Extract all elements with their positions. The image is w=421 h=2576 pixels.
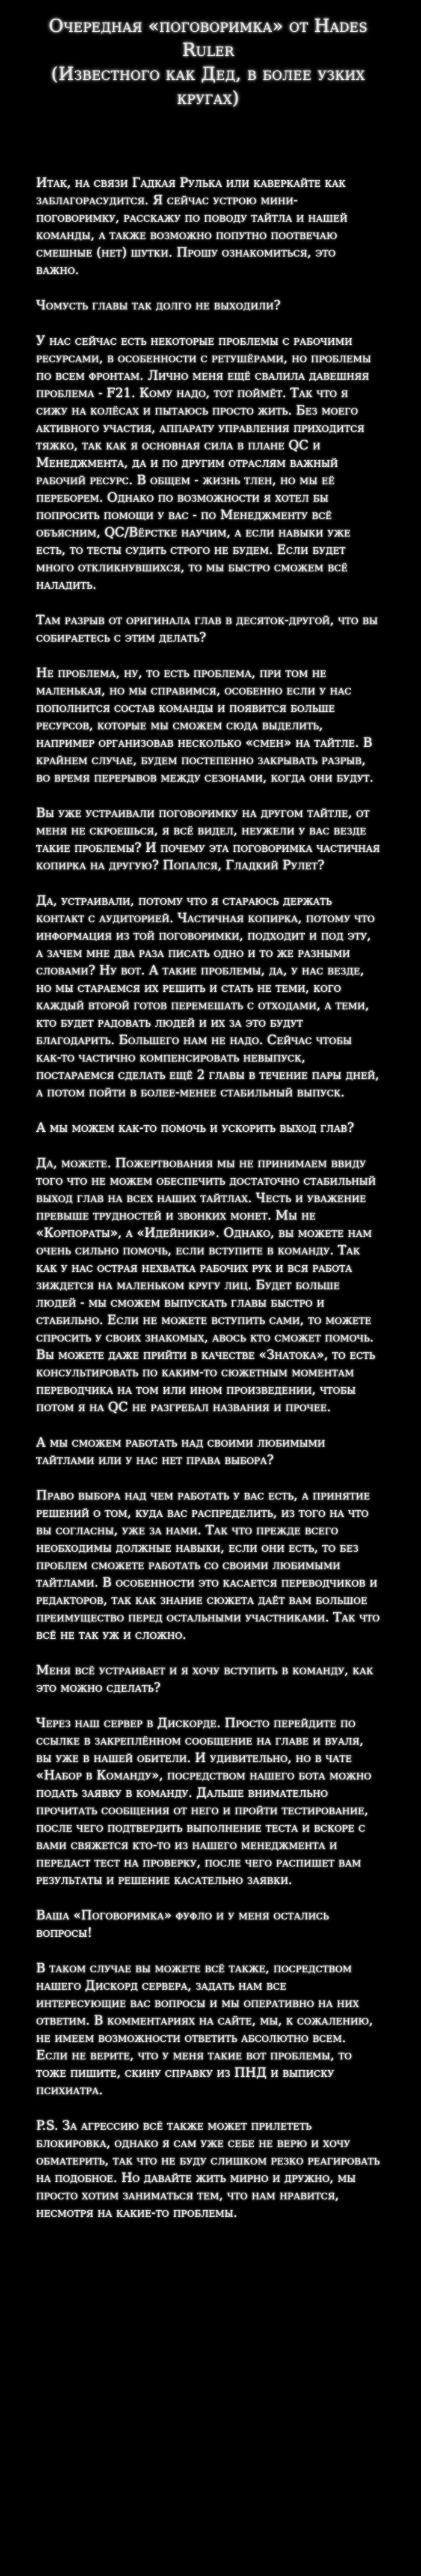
spacer [36, 1101, 380, 1119]
question-block [36, 804, 380, 874]
question-block [36, 1434, 380, 1469]
spacer [36, 314, 380, 332]
spacer [36, 874, 380, 892]
spacer [36, 2099, 380, 2117]
answer-block [36, 332, 380, 594]
question-block [36, 612, 380, 646]
spacer [36, 1416, 380, 1434]
spacer [36, 1137, 380, 1155]
question-text: Вы уже устраивали поговоримку на другом тайтле, от меня не скроешься, я всё видел, неужели у вас везде такие проблемы? И почему эта поговоримка частичная копирка на другую? Попался, Гладкий Рулет? [36, 806, 380, 872]
answer-text: В таком случае вы можете всё также, посредством нашего Дискорд сервера, задать нам все интересующие вас вопросы и мы оперативно на них ответим. В комментариях на сайте, мы, к сожалению, не имеем возможности ответить абсолютно всем. Если не верите, что у меня такие вот проблемы, то тоже пишите, скину справку из ПНД и выписку психиатра. [36, 1961, 373, 2097]
answer-text: Право выбора над чем работать у вас есть, а принятие решений о том, куда вас распределить, из того на что вы согласны, уже за нами. Так что прежде всего необходимы должные навыки, если они есть, то без проблем сможете работать со своими любимыми тайтлами. В особенности это касается переводчиков и редакторов, так как знание сюжета даёт вам большое преимущество перед остальными участниками. Так что всё не так уж и сложно. [36, 1488, 380, 1642]
question-block [36, 1907, 380, 1942]
answer-text: У нас сейчас есть некоторые проблемы с рабочими ресурсами, в особенности с ретушёрами, но проблемы по всем фронтам. Лично меня ещё свалила давешняя проблема - F21. Кому надо, тот поймёт. Так что я сижу на колёсах и пытаюсь просто жить. Без моего активного участия, аппарату управления приходится тяжко, так как я основная сила в плане QC и Менеджмента, да и по другим отраслям важный рабочий ресурс. В общем - жизнь тлен, но мы её переборем. Однако по возможности я хотел бы попросить помощи у вас - по Менеджменту всё объясним, QC/Вёрстке научим, а если навыки уже есть, то тесты судить строго не будем. Если будет много откликнувшихся, то мы быстро сможем всё наладить. [36, 333, 372, 592]
page-title: Очередная «поговоримка» от Hades Ruler (Известного как Дед, в более узких кругах) [48, 16, 368, 109]
answer-block [36, 892, 380, 1101]
answer-block [36, 1960, 380, 2099]
spacer [36, 279, 380, 297]
spacer [36, 786, 380, 804]
question-text: А мы можем как-то помочь и ускорить выход глав? [36, 1120, 354, 1135]
question-text: А мы сможем работать над своими любимыми тайтлами или у нас нет права выбора? [36, 1435, 325, 1467]
paragraph-text: Итак, на связи Гадкая Рулька или каверкайте как заблагорасудится. Я сейчас устрою мини-поговоримку, расскажу по поводу тайтла и нашей команды, а также возможно попутно поотвечаю смешные (нет) шутки. Прошу ознакомиться, это важно. [36, 175, 348, 277]
answer-text: Да, устраивали, потому что я стараюсь держать контакт с аудиторией. Частичная копирка, потому что информация из той поговоримки, подходит и под эту, а зачем мне два раза писать одно и то же разными словами? Ну вот. А такие проблемы, да, у нас везде, но мы стараемся их решить и стать не теми, кого каждый второй готов перемешать с отходами, а теми, кто будет радовать людей и их за это будут благодарить. Большего нам не надо. Сейчас чтобы как-то частично компенсировать невыпуск, постараемся сделать ещё 2 главы в течение пары дней, а потом пойти в более-менее стабильный выпуск. [36, 893, 380, 1099]
question-text: Там разрыв от оригинала глав в десяток-другой, что вы собираетесь с этим делать? [36, 613, 378, 645]
question-text: Ваша «Поговоримка» фуфло и у меня остались вопросы! [36, 1908, 329, 1940]
answer-text: Через наш сервер в Дискорде. Просто перейдите по ссылке в закреплённом сообщение на главе и вуаля, вы уже в нашей обители. И удивительно, но в чате «Набор в Команду», посредством нашего бота можно подать заявку в команду. Дальше внимательно прочитать сообщения от него и пройти тестирование, после чего подтвердить выполнение теста и вскоре с вами свяжется кто-то из нашего менеджмента и передаст тест на проверку, после чего распишет вам результаты и решение касательно заявки. [36, 1716, 372, 1887]
spacer [36, 646, 380, 664]
spacer [36, 1942, 380, 1960]
intro-paragraph [36, 174, 380, 279]
article-body [36, 174, 380, 2222]
answer-block [36, 1155, 380, 1416]
question-text: Меня всё устраивает и я хочу вступить в команду, как это можно сделать? [36, 1663, 373, 1695]
answer-text: Да, можете. Пожертвования мы не принимаем ввиду того что не можем обеспечить достаточно стабильный выход глав на всех наших тайтлах. Честь и уважение превыше трудностей и звонких монет. Мы не «Корпораты», а «Идейники». Однако, вы можете нам очень сильно помочь, если вступите в команду. Так как у нас острая нехватка рабочих рук и вся работа зиждется на маленьком кругу лиц. Будет больше людей - мы сможем выпускать главы быстро и стабильно. Если не можете вступить сами, то можете спросить у своих знакомых, авось кто сможет помочь. Вы можете даже прийти в качестве «Знатока», то есть консультировать по каким-то сюжетным моментам переводчика на том или ином произведении, чтобы потом я на QC не разгребал названия и прочее. [36, 1156, 376, 1414]
spacer [36, 1889, 380, 1907]
answer-block [36, 664, 380, 786]
question-block [36, 1119, 380, 1137]
spacer [36, 594, 380, 612]
answer-block [36, 1715, 380, 1889]
postscript-text: P.S. За агрессию всё также может прилететь блокировка, однако я сам уже себе не верю и хочу обматерить, так что не буду слишком резко реагировать на подобное. Но давайте жить мирно и дружно, мы просто хотим заниматься тем, что нам нравится, несмотря на какие-то проблемы. [36, 2118, 380, 2220]
postscript-block [36, 2117, 380, 2222]
answer-block [36, 1487, 380, 1644]
question-block [36, 1662, 380, 1697]
answer-text: Не проблема, ну, то есть проблема, при том не маленькая, но мы справимся, особенно если у нас пополнится состав команды и появится больше ресурсов, которые мы сможем сюда выделить, например организовав несколько «смен» на тайтле. В крайнем случае, будем постепенно закрывать разрыв, во время перерывов между сезонами, когда они будут. [36, 666, 374, 785]
question-text: Чомусть главы так долго не выходили? [36, 298, 281, 312]
question-block [36, 297, 380, 314]
spacer [36, 1697, 380, 1715]
spacer [36, 1644, 380, 1662]
spacer [36, 1469, 380, 1487]
